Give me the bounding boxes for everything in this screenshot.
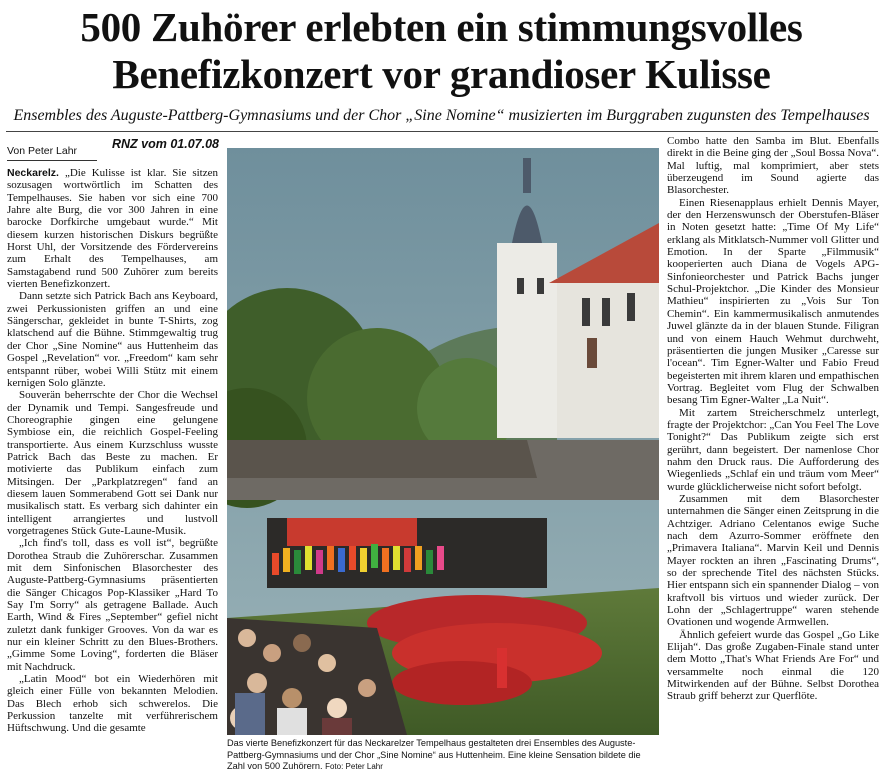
concert-photo-illustration [227,148,659,735]
article-paragraph: Souverän beherrschte der Chor die Wechsel der Dynamik und Tempi. Sangesfreude und Choreographie gingen eine gelungene Symbiose ein, die reichlich Gospel-Feeling transportierte. Aus einem Kurzschluss wusste Patrick Bach das Beste zu machen. Er motivierte das Publikum einfach zum Mitsingen. Der „Parkplatzregen“ fand an diesem lauen Sommerabend Gott sei Dank nur musikalisch statt. Es verbarg sich dahinter ein intelligent arrangiertes und lustvoll vorgetragenes Stück Gute-Laune-Musik. [7,389,218,537]
article-column-right [667,135,879,780]
article-paragraph: „Latin Mood“ bot ein Wiederhören mit gleich einer Fülle von bekannten Melodien. Das Blech erhob sich schwerelos. Die Perkussion tanzelte mit verführerischem Hüftschwung. Und die gesamte [7,673,218,735]
article-paragraph: Neckarelz. „Die Kulisse ist klar. Sie sitzen sozusagen wortwörtlich im Schatten des Tempelhauses. Sie haben vor sich eine 700 Jahre alte Burg, die vor 300 Jahren in eine barocke Dorfkirche umgebaut wurde.“ Mit diesem kurzen historischen Diskurs begrüßte Horst Uhl, der Vorsitzende des Fördervereins zum Erhalt des Tempelhauses, am Samstagabend rund 500 Zuhörer zum bereits vierten Benefizkonzert. [7,167,218,291]
byline-rule [7,160,97,161]
caption-text: Das vierte Benefizkonzert für das Neckarelzer Tempelhaus gestalteten drei Ensembles des Auguste-Pattberg-Gymnasiums und der Chor „Sine Nomine“ aus Huttenheim. Eine kleine Sensation bildete die Zahl von 500 Zuhörern. [227,738,641,772]
dateline: Neckarelz. [7,167,59,179]
headline [0,4,883,98]
article-paragraph: Ähnlich gefeiert wurde das Gospel „Go Like Elijah“. Das große Zugaben-Finale stand unter dem Motto „That's What Friends Are For“ und versammelte noch einmal die 120 Mitwirkenden auf der Bühne. Selbst Dorothea Straub griff beherzt zur Querflöte. [667,628,879,703]
article-column-left [7,167,218,779]
headline-line-1: 500 Zuhörer erlebten ein stimmungsvolles [80,4,803,50]
photo-credit: Foto: Peter Lahr [325,762,383,772]
subheadline: Ensembles des Auguste-Pattberg-Gymnasiums und der Chor „Sine Nomine“ musizierten im Burggraben zugunsten des Tempelhauses [13,107,870,124]
headline-line-2: Benefizkonzert vor grandioser Kulisse [112,51,771,97]
photo-caption [227,738,661,773]
header-rule [6,131,878,132]
date-stamp: RNZ vom 01.07.08 [112,137,219,151]
article-paragraph: „Ich find's toll, dass es voll ist“, begrüßte Dorothea Straub die Zuhörerschar. Zusammen mit dem Sinfonischen Blasorchester des Auguste-Pattberg-Gymnasiums präsentierten die Sänger Chicagos Pop-Klassiker „Hard To Say I'm Sorry“ als getragene Ballade. Auch Earth, Wind & Fires „September“ gefiel nicht zuletzt dank funkiger Grooves. Von da war es nur ein kleiner Schritt zu den Blues-Brothers. „Gimme Some Loving“, forderten die Bläser mit Nachdruck. [7,537,218,673]
article-paragraph: Einen Riesenapplaus erhielt Dennis Mayer, der den Herzenswunsch der Oberstufen-Bläser in Noten gesetzt hatte: „Time Of My Life“ erklang als Mitklatsch-Nummer voll Glitter und Emotion. In der Sparte „Filmmusik“ kooperierten auch Diana de Vogels APG-Sinfonieorchester und Patrick Bachs junger Schul-Projektchor. „Die Kinder des Monsieur Mathieu“ inspirierten zu „Vois Sur Ton Chemin“. Ein kammermusikalisch anmutendes Juwel glänzte da in der blauen Stunde. Filigran und von einem Hauch Wehmut durchweht, präsentierten die jungen Musiker „Caresse sur l'ocean“. Tim Egner-Walter und Fabio Freud begeisterten mit ihrem klaren und empathischen Vortrag. Begleitet vom Flug der Schwalben besang Tim Egner-Walter „La Nuit“. [667,196,879,407]
concert-photo [227,148,659,735]
article-paragraph: Zusammen mit dem Blasorchester unternahmen die Sänger einen Zeitsprung in die Achtziger. Adriano Celentanos ewige Suche nach dem Azurro-Sommer eröffnete den „Primavera Italiana“. Marvin Keil und Dennis Mayer rockten an ihren „Fascinating Drums“, so der sprechende Titel des nächsten Stücks. Hier entspann sich ein spannender Dialog – von kraftvoll bis virtuos und wieder zurück. Der Lohn der „Schlagertruppe“ waren stehende Ovationen und wogende Armwellen. [667,492,879,629]
byline: Von Peter Lahr [7,145,78,157]
article-paragraph: Dann setzte sich Patrick Bach ans Keyboard, zwei Perkussionisten griffen an und eine Sängerschar, gekleidet in bunte T-Shirts, zog klatschend auf die Bühne. Stimmgewaltig trug der Chor „Sine Nomine“ aus Huttenheim das Gospel „Revelation“ vor. „Freedom“ kam sehr entspannt rüber, wobei Willi Stütz mit einem kernigen Solo glänzte. [7,290,218,389]
article-paragraph: Mit zartem Streicherschmelz unterlegt, fragte der Projektchor: „Can You Feel The Love Tonight?“ Das Publikum zeigte sich erst gerührt, dann begeistert. Der namenlose Chor nahm den Druck raus. Die Aufforderung des Wiegenlieds „Schlaf ein und träum vom Meer“ wurde glücklicherweise nicht sofort befolgt. [667,406,879,493]
article-paragraph: Combo hatte den Samba im Blut. Ebenfalls direkt in die Beine ging der „Soul Bossa Nova“. Mal luftig, mal komprimiert, aber stets überzeugend im Sound agierte das Blasorchester. [667,135,879,197]
